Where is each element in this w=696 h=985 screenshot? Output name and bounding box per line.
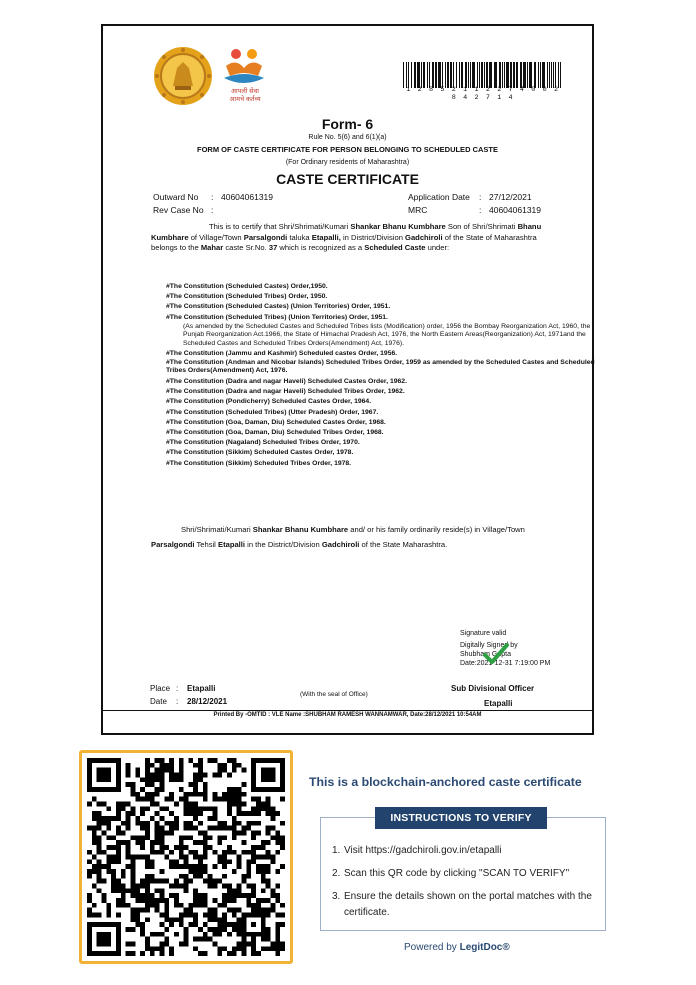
date-value: 28/12/2021: [187, 697, 228, 706]
barcode-number: 1 2 8 5 2 1 1 2 2 7 4 0 0 2 8 4 2 7 1 4: [406, 86, 560, 102]
logo-tagline: आपली सेवा आमचे कर्तव्य: [229, 88, 261, 103]
date-colon: :: [176, 697, 179, 706]
place-colon: :: [176, 684, 179, 693]
mrc-colon: :: [479, 205, 482, 215]
rule-number: Rule No. 5(6) and 6(1)(a): [308, 134, 387, 141]
form-title: Form- 6: [321, 116, 374, 132]
instructions-list: [332, 843, 598, 921]
barcode: [403, 62, 563, 88]
outward-label: Outward No: [153, 192, 199, 202]
order-item: #The Constitution (Dadra and nagar Haveli) Scheduled Castes Order, 1962.: [166, 377, 407, 385]
printed-by-line: Printed By -OMTID : VLE Name :SHUBHAM RAMESH WANNAMWAR, Date:28/12/2021 10:54AM: [213, 712, 482, 718]
blockchain-notice: This is a blockchain-anchored caste certificate: [309, 775, 582, 789]
order-item: #The Constitution (Scheduled Castes) Order,1950.: [166, 283, 328, 290]
order-item: #The Constitution (Scheduled Tribes) (Utter Pradesh) Order, 1967.: [166, 408, 379, 416]
outward-colon: :: [211, 192, 214, 202]
order-item: #The Constitution (Goa, Daman, Diu) Scheduled Castes Order, 1968.: [166, 418, 386, 426]
powered-by: Powered by LegitDoc®: [404, 942, 510, 953]
mrc-label: MRC: [408, 205, 428, 215]
order-item: #The Constitution (Nagaland) Scheduled Tribes Order, 1970.: [166, 439, 360, 447]
rev-case-colon: :: [211, 205, 214, 215]
seal-note: (With the seal of Office): [300, 691, 368, 698]
instruction-step: 2. Scan this QR code by clicking "SCAN TO VERIFY": [332, 868, 570, 879]
rev-case-label: Rev Case No: [153, 205, 204, 215]
order-item: #The Constitution (Scheduled Tribes) (Union Territories) Order, 1951.: [166, 313, 388, 321]
instructions-heading: INSTRUCTIONS TO VERIFY: [375, 807, 547, 829]
verification-qr-code[interactable]: [87, 758, 285, 956]
signed-by-line: Digitally Signed by: [460, 642, 518, 649]
caste-certificate: [101, 24, 594, 735]
ordinary-residents-note: (For Ordinary residents of Maharashtra): [285, 159, 410, 166]
order-item: #The Constitution (Scheduled Castes) (Union Territories) Order, 1951.: [166, 303, 391, 311]
order-item: #The Constitution (Sikkim) Scheduled Castes Order, 1978.: [166, 449, 354, 457]
order-item: #The Constitution (Scheduled Tribes) Order, 1950.: [166, 293, 328, 301]
certify-paragraph: This is to certify that Shri/Shrimati/Kumari Shankar Bhanu Kumbhare Son of Shri/Shrimati Bhanu Kumbhare of Village/Town Parsalgondi taluka Etapalli, in District/Division Gadchiroli of the State of Maharashtra belongs to the Mahar caste Sr.No. 37 which is recognized as a Scheduled Caste under:: [151, 222, 542, 253]
outward-value: 40604061319: [221, 192, 274, 202]
order-item: #The Constitution (Andman and Nicobar Islands) Scheduled Tribes Order, 1959 as amended by the Scheduled Castes and Scheduled Tribes Orders(Amendment) Act, 1976.: [166, 358, 595, 375]
aapli-seva-logo-icon: [220, 46, 268, 88]
place-value: Etapalli: [187, 684, 216, 693]
legitdoc-brand: LegitDoc®: [459, 942, 510, 953]
order-item: #The Constitution (Pondicherry) Scheduled Castes Order, 1964.: [166, 398, 372, 406]
application-date-label: Application Date: [408, 192, 470, 202]
form-heading: FORM OF CASTE CERTIFICATE FOR PERSON BELONGING TO SCHEDULED CASTE: [197, 145, 498, 154]
order-item: #The Constitution (Goa, Daman, Diu) Scheduled Tribes Order, 1968.: [166, 429, 384, 436]
place-label: Place: [150, 684, 171, 693]
instruction-step: 3. Ensure the details shown on the portal matches with the certificate.: [332, 891, 592, 918]
application-date-value: 27/12/2021: [489, 192, 532, 202]
qr-code-frame[interactable]: [79, 750, 293, 964]
signature-valid-text: Signature valid: [460, 630, 507, 637]
constitution-orders-list: [166, 282, 596, 469]
residence-paragraph: Shri/Shrimati/Kumari Shankar Bhanu Kumbhare and/ or his family ordinarily reside(s) in Village/Town Parsalgondi Tehsil Etapalli in the District/Division Gadchiroli of the State Maharashtra.: [151, 525, 525, 549]
order-item: #The Constitution (Dadra and nagar Haveli) Scheduled Tribes Order, 1962.: [166, 388, 405, 396]
officer-place: Etapalli: [484, 699, 513, 708]
certificate-title: CASTE CERTIFICATE: [276, 171, 419, 187]
portal-link[interactable]: Visit https://gadchiroli.gov.in/etapalli: [344, 845, 502, 856]
mrc-value: 40604061319: [489, 205, 542, 215]
order-item: #The Constitution (Jammu and Kashmir) Scheduled castes Order, 1956.: [166, 349, 398, 357]
officer-title: Sub Divisional Officer: [451, 684, 535, 693]
order-item: #The Constitution (Sikkim) Scheduled Tribes Order, 1978.: [166, 459, 352, 467]
divider: [101, 710, 594, 711]
amendment-note: (As amended by the Scheduled Castes and Scheduled Tribes lists (Modification) order, 1956 the Bombay Reorganization Act, 1960, the Punjab Reorganization Act.1966, the State of Himachal Pradesh Act, 1976, the North Eastern Areas(Reorganization) Act, 1971and the Scheduled Castes and Scheduled Tribes Orders(Amendment) Act, 1976).: [183, 322, 591, 347]
instruction-step: 1. Visit https://gadchiroli.gov.in/etapalli: [332, 843, 598, 859]
signature-date: Date:2021-12-31 7:19:00 PM: [460, 660, 551, 667]
signer-name: Shubham Gupta: [460, 651, 511, 658]
application-colon: :: [479, 192, 482, 202]
date-label: Date: [150, 697, 167, 706]
signature-check-icon: [483, 643, 509, 665]
maharashtra-emblem-icon: [153, 46, 213, 106]
